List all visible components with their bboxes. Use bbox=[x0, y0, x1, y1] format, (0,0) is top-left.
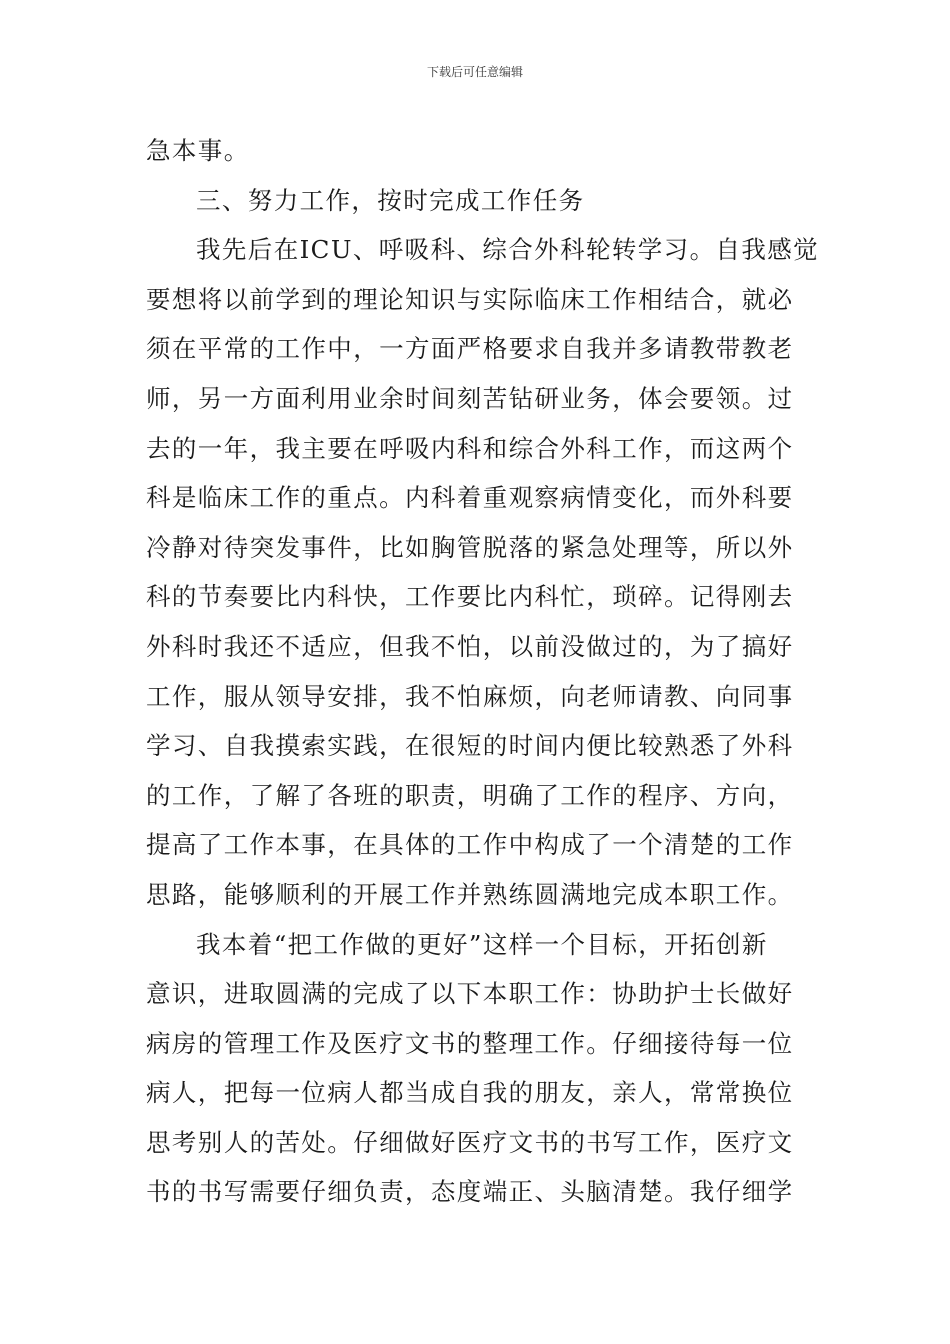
text-line: 科是临床工作的重点。内科着重观察病情变化，而外科要 bbox=[146, 483, 794, 513]
text-line: 的工作，了解了各班的职责，明确了工作的程序、方向， bbox=[146, 780, 794, 810]
document-body bbox=[146, 126, 820, 1217]
paragraph-start: 我本着“把工作做的更好”这样一个目标，开拓创新 bbox=[196, 929, 768, 959]
text-line: 急本事。 bbox=[146, 136, 250, 165]
text-line: 工作，服从领导安排，我不怕麻烦，向老师请教、向同事 bbox=[146, 681, 794, 711]
text-line: 提高了工作本事，在具体的工作中构成了一个清楚的工作 bbox=[146, 830, 794, 860]
text-line: 科的节奏要比内科快，工作要比内科忙，琐碎。记得刚去 bbox=[146, 582, 794, 612]
text-line: 思考别人的苦处。仔细做好医疗文书的书写工作，医疗文 bbox=[146, 1127, 794, 1157]
text-line: 外科时我还不适应，但我不怕，以前没做过的，为了搞好 bbox=[146, 631, 794, 661]
text-line: 病房的管理工作及医疗文书的整理工作。仔细接待每一位 bbox=[146, 1028, 794, 1058]
text-line: 冷静对待突发事件，比如胸管脱落的紧急处理等，所以外 bbox=[146, 532, 794, 562]
text-line: 学习、自我摸索实践，在很短的时间内便比较熟悉了外科 bbox=[146, 731, 794, 761]
text-line: 去的一年，我主要在呼吸内科和综合外科工作，而这两个 bbox=[146, 433, 794, 463]
text-line: 书的书写需要仔细负责，态度端正、头脑清楚。我仔细学 bbox=[146, 1177, 794, 1207]
paragraph-start: 我先后在ICU、呼吸科、综合外科轮转学习。自我感觉 bbox=[196, 235, 820, 265]
text-line: 思路，能够顺利的开展工作并熟练圆满地完成本职工作。 bbox=[146, 879, 794, 909]
text-line: 病人，把每一位病人都当成自我的朋友，亲人，常常换位 bbox=[146, 1078, 794, 1108]
text-line: 意识，进取圆满的完成了以下本职工作：协助护士长做好 bbox=[146, 979, 794, 1009]
section-heading: 三、努力工作，按时完成工作任务 bbox=[196, 185, 585, 215]
text-line: 要想将以前学到的理论知识与实际临床工作相结合，就必 bbox=[146, 284, 794, 314]
page-header: 下载后可任意编辑 bbox=[426, 65, 523, 79]
text-line: 须在平常的工作中，一方面严格要求自我并多请教带教老 bbox=[146, 334, 794, 364]
text-line: 师，另一方面利用业余时间刻苦钻研业务，体会要领。过 bbox=[146, 383, 794, 413]
